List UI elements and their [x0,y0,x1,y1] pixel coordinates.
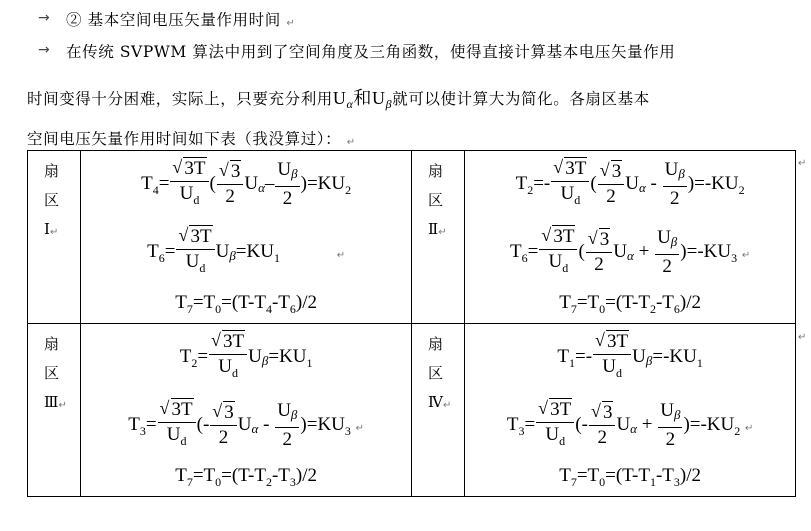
paragraph-line-2 [27,84,650,112]
sector-4-t7-formula: $T_7=T_0=(T-T_1-T_3)/2$ [559,465,702,489]
paragraph-line-2-start: 时间变得十分困难，实际上，只要充分利用 [27,90,333,108]
paragraph-line-1: 在传统 SVPWM 算法中用到了空间角度及三角函数，使得直接计算基本电压矢量作用 [66,43,676,61]
return-mark: ↵ [286,18,296,29]
circled-number: ② [66,11,83,29]
sector-4-label: 扇 区 Ⅳ↵ [411,324,464,497]
paragraph-line-3: 空间电压矢量作用时间如下表（我没算过）： ↵ [27,130,356,148]
sector-2-t2-formula: $T_2=-$ √ $\frac{3T}{U_d}$ ( √ $\frac{3}{2}$ Uα - $\frac{U\beta}{2}$ )$=-KU_2$ [465,157,795,212]
sector-2-formulas [465,151,796,324]
sector-1-t4-formula: $T_4=$ √ $\frac{3T}{U_d}$ ( √ $\frac{3}{2}$ Uα– $\frac{U\beta}{2}$ )$=KU_2$ [81,157,411,212]
sector-2-t7-formula: $T_7=T_0=(T-T_2-T_6)/2$ [559,292,702,316]
sector-4-t1-formula: $T_1=-$ √ $\frac{3T}{U_d}$ $U\beta=-KU_1$ [465,330,795,385]
sector-1-t6-formula: $T_6=$ √ $\frac{3T}{U_d}$ $U\beta=KU_1$ ↵ [81,225,411,280]
section-heading [66,8,295,30]
sector-3-t3-formula: $T_3=$ √ $\frac{3T}{U_d}$ (- √ $\frac{3}{2}$ Uα - $\frac{U\beta}{2}$ )$=KU_3$ ↵ [81,398,411,453]
row-1-end-mark: ↵ [798,158,807,169]
paragraph-line-2-end: 就可以使计算大为简化。各扇区基本 [392,90,650,108]
heading-bullet-arrow: → [38,10,50,26]
paragraph-bullet-arrow: → [38,42,50,58]
sector-1-label: 扇 区 Ⅰ↵ [28,151,81,324]
sector-4-t3-formula: $T_3=$ √ $\frac{3T}{U_d}$ (- √ $\frac{3}{2}$ Uα + $\frac{U\beta}{2}$ )$=-KU_2$ ↵ [465,398,795,453]
sector-3-t2-formula: $T_2=$ √ $\frac{3T}{U_d}$ $U\beta=KU_1$ [81,330,411,385]
sector-1-formulas [81,151,412,324]
sector-2-t6-formula: $T_6=$ √ $\frac{3T}{U_d}$ ( √ $\frac{3}{2}$ Uα + $\frac{U\beta}{2}$ )$=-KU_3$ ↵ [465,225,795,280]
sector-time-table [27,150,796,497]
heading-title: 基本空间电压矢量作用时间 [87,11,281,29]
sector-2-label: 扇 区 Ⅱ↵ [411,151,464,324]
return-mark: ↵ [346,137,356,148]
sector-3-label: 扇 区 Ⅲ↵ [28,324,81,497]
conjunction-and: 和 [353,88,373,109]
sector-3-t7-formula: $T_7=T_0=(T-T_2-T_3)/2$ [175,465,318,489]
symbol-u-alpha: $U_\alpha$ [332,88,354,111]
sector-4-formulas [465,324,796,497]
row-2-end-mark: ↵ [798,332,807,343]
sector-3-formulas [81,324,412,497]
sector-1-t7-formula: $T_7=T_0=(T-T_4-T_6)/2$ [175,292,318,316]
symbol-u-beta: $U_\beta$ [372,88,393,111]
